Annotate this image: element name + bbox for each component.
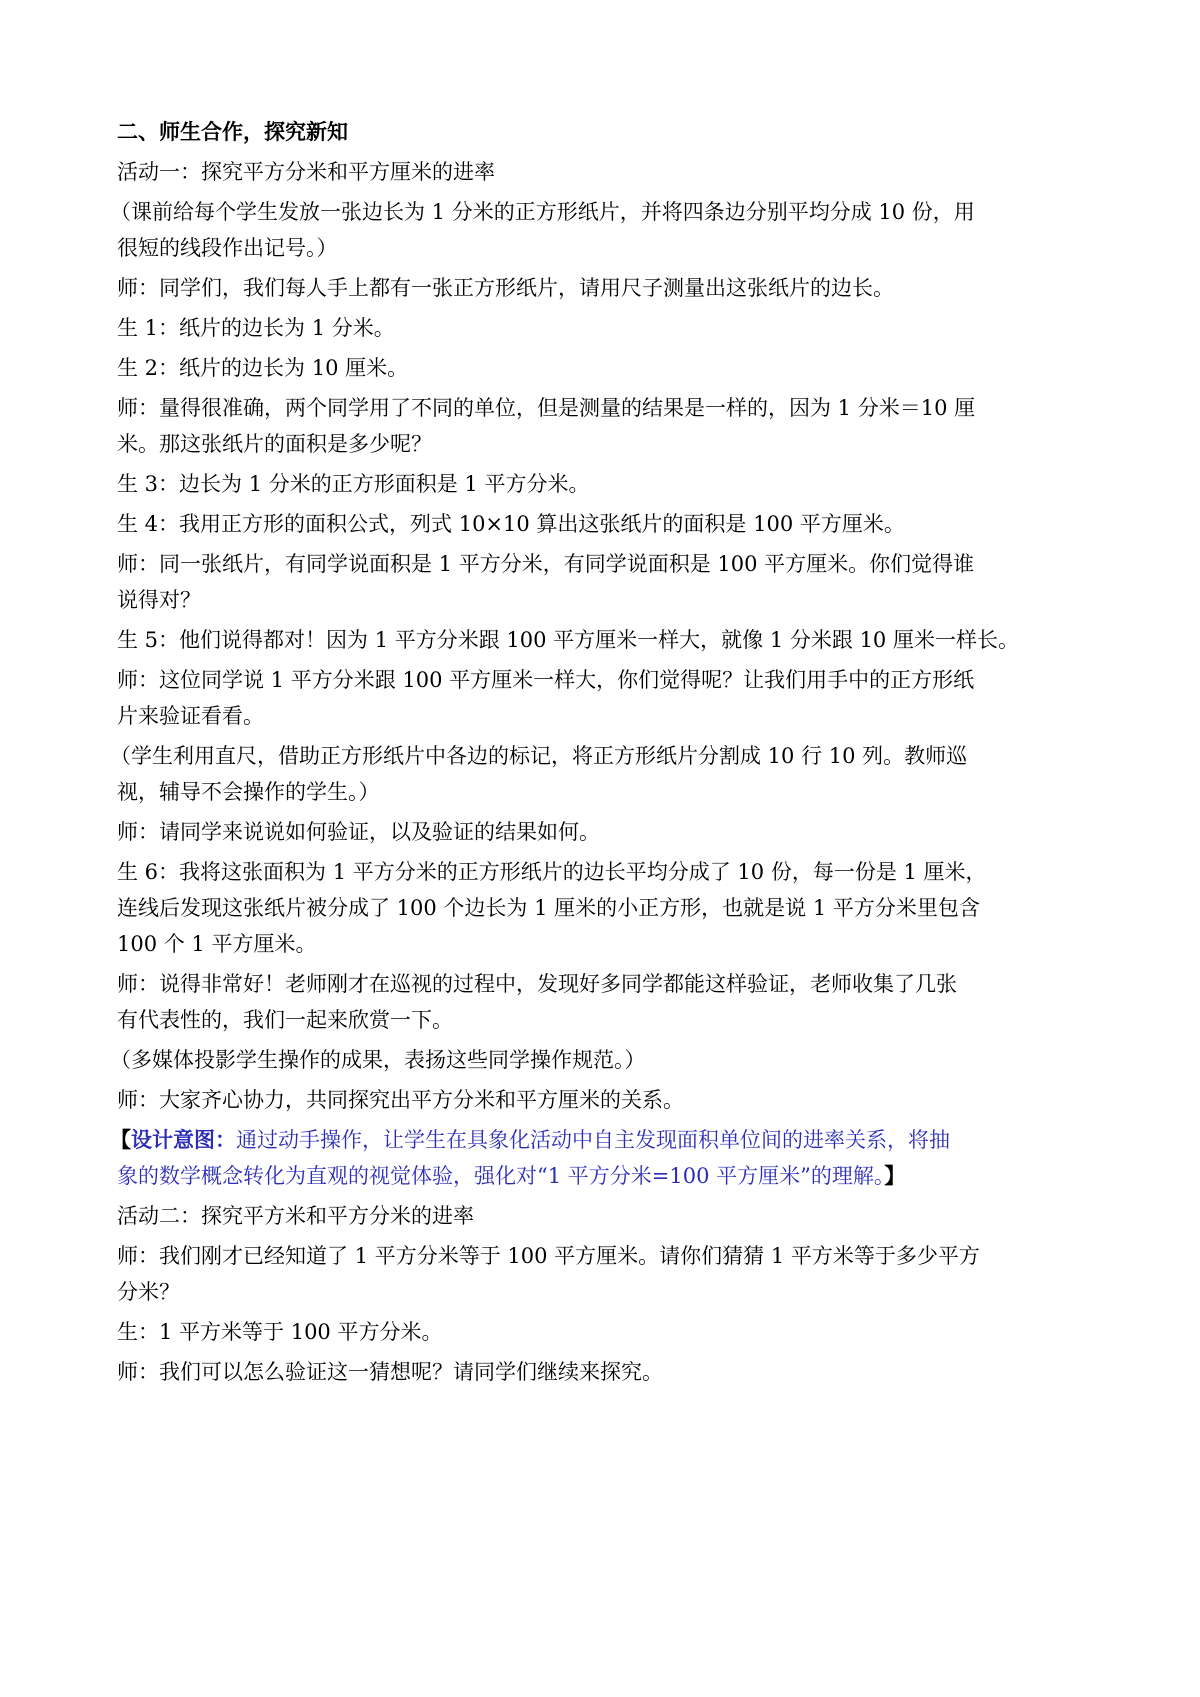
teacher-line-4a: 师：这位同学说 1 平方分米跟 100 平方厘米一样大，你们觉得呢？让我们用手中的正方形纸 <box>117 668 975 692</box>
teacher-line-7: 师：大家齐心协力，共同探究出平方分米和平方厘米的关系。 <box>117 1088 684 1112</box>
student-1-line: 生 1：纸片的边长为 1 分米。 <box>117 316 395 340</box>
operation-note-line-2: 视，辅导不会操作的学生。） <box>117 780 380 804</box>
document-body <box>110 112 1097 1392</box>
teacher-line-3b: 说得对？ <box>117 588 201 612</box>
activity-one-title: 活动一：探究平方分米和平方厘米的进率 <box>117 160 495 184</box>
teacher-line-2b: 米。那这张纸片的面积是多少呢？ <box>117 432 432 456</box>
teacher-line-1: 师：同学们，我们每人手上都有一张正方形纸片，请用尺子测量出这张纸片的边长。 <box>117 276 894 300</box>
design-intent-open-bracket: 【 <box>110 1127 131 1152</box>
teacher-line-9: 师：我们可以怎么验证这一猜想呢？请同学们继续来探究。 <box>117 1360 663 1384</box>
student-6-line-2: 连线后发现这张纸片被分成了 100 个边长为 1 厘米的小正方形，也就是说 1 平方分米里包含 <box>117 896 980 920</box>
operation-note-line-1: （学生利用直尺，借助正方形纸片中各边的标记，将正方形纸片分割成 10 行 10 列。教师巡 <box>110 744 968 768</box>
design-intent-line-2 <box>117 1156 1097 1196</box>
student-4-line: 生 4：我用正方形的面积公式，列式 10×10 算出这张纸片的面积是 100 平方厘米。 <box>117 512 905 536</box>
teacher-line-5: 师：请同学来说说如何验证，以及验证的结果如何。 <box>117 820 600 844</box>
design-intent-line-1 <box>110 1120 1097 1160</box>
prep-note-line-2: 很短的线段作出记号。） <box>117 236 338 260</box>
design-intent-close-bracket: 】 <box>884 1163 906 1188</box>
student-6-line-1: 生 6：我将这张面积为 1 平方分米的正方形纸片的边长平均分成了 10 份，每一份是 1 厘米， <box>117 860 987 884</box>
teacher-line-2a: 师：量得很准确，两个同学用了不同的单位，但是测量的结果是一样的，因为 1 分米＝10 厘 <box>117 396 976 420</box>
teacher-line-8a: 师：我们刚才已经知道了 1 平方分米等于 100 平方厘米。请你们猜猜 1 平方米等于多少平方 <box>117 1244 980 1268</box>
activity-two-title: 活动二：探究平方米和平方分米的进率 <box>117 1204 474 1228</box>
student-2-line: 生 2：纸片的边长为 10 厘米。 <box>117 356 409 380</box>
teacher-line-3a: 师：同一张纸片，有同学说面积是 1 平方分米，有同学说面积是 100 平方厘米。你们觉得谁 <box>117 552 975 576</box>
teacher-line-6a: 师：说得非常好！老师刚才在巡视的过程中，发现好多同学都能这样验证，老师收集了几张 <box>117 972 957 996</box>
student-6-line-3: 100 个 1 平方厘米。 <box>117 932 317 956</box>
section-heading: 二、师生合作，探究新知 <box>117 119 348 144</box>
teacher-line-8b: 分米？ <box>117 1280 180 1304</box>
student-5-line: 生 5：他们说得都对！因为 1 平方分米跟 100 平方厘米一样大，就像 1 分米跟 10 厘米一样长。 <box>117 628 1019 652</box>
design-intent-text-1: 通过动手操作，让学生在具象化活动中自主发现面积单位间的进率关系，将抽 <box>236 1128 950 1152</box>
student-line-7: 生：1 平方米等于 100 平方分米。 <box>117 1320 443 1344</box>
prep-note-line-1: （课前给每个学生发放一张边长为 1 分米的正方形纸片，并将四条边分别平均分成 10 份，用 <box>110 200 975 224</box>
media-note: （多媒体投影学生操作的成果，表扬这些同学操作规范。） <box>110 1048 646 1072</box>
teacher-line-6b: 有代表性的，我们一起来欣赏一下。 <box>117 1008 453 1032</box>
design-intent-text-2: 象的数学概念转化为直观的视觉体验，强化对“1 平方分米=100 平方厘米”的理解。 <box>117 1164 885 1188</box>
student-3-line: 生 3：边长为 1 分米的正方形面积是 1 平方分米。 <box>117 472 590 496</box>
teacher-line-4b: 片来验证看看。 <box>117 704 264 728</box>
design-intent-label: 设计意图： <box>131 1127 236 1152</box>
